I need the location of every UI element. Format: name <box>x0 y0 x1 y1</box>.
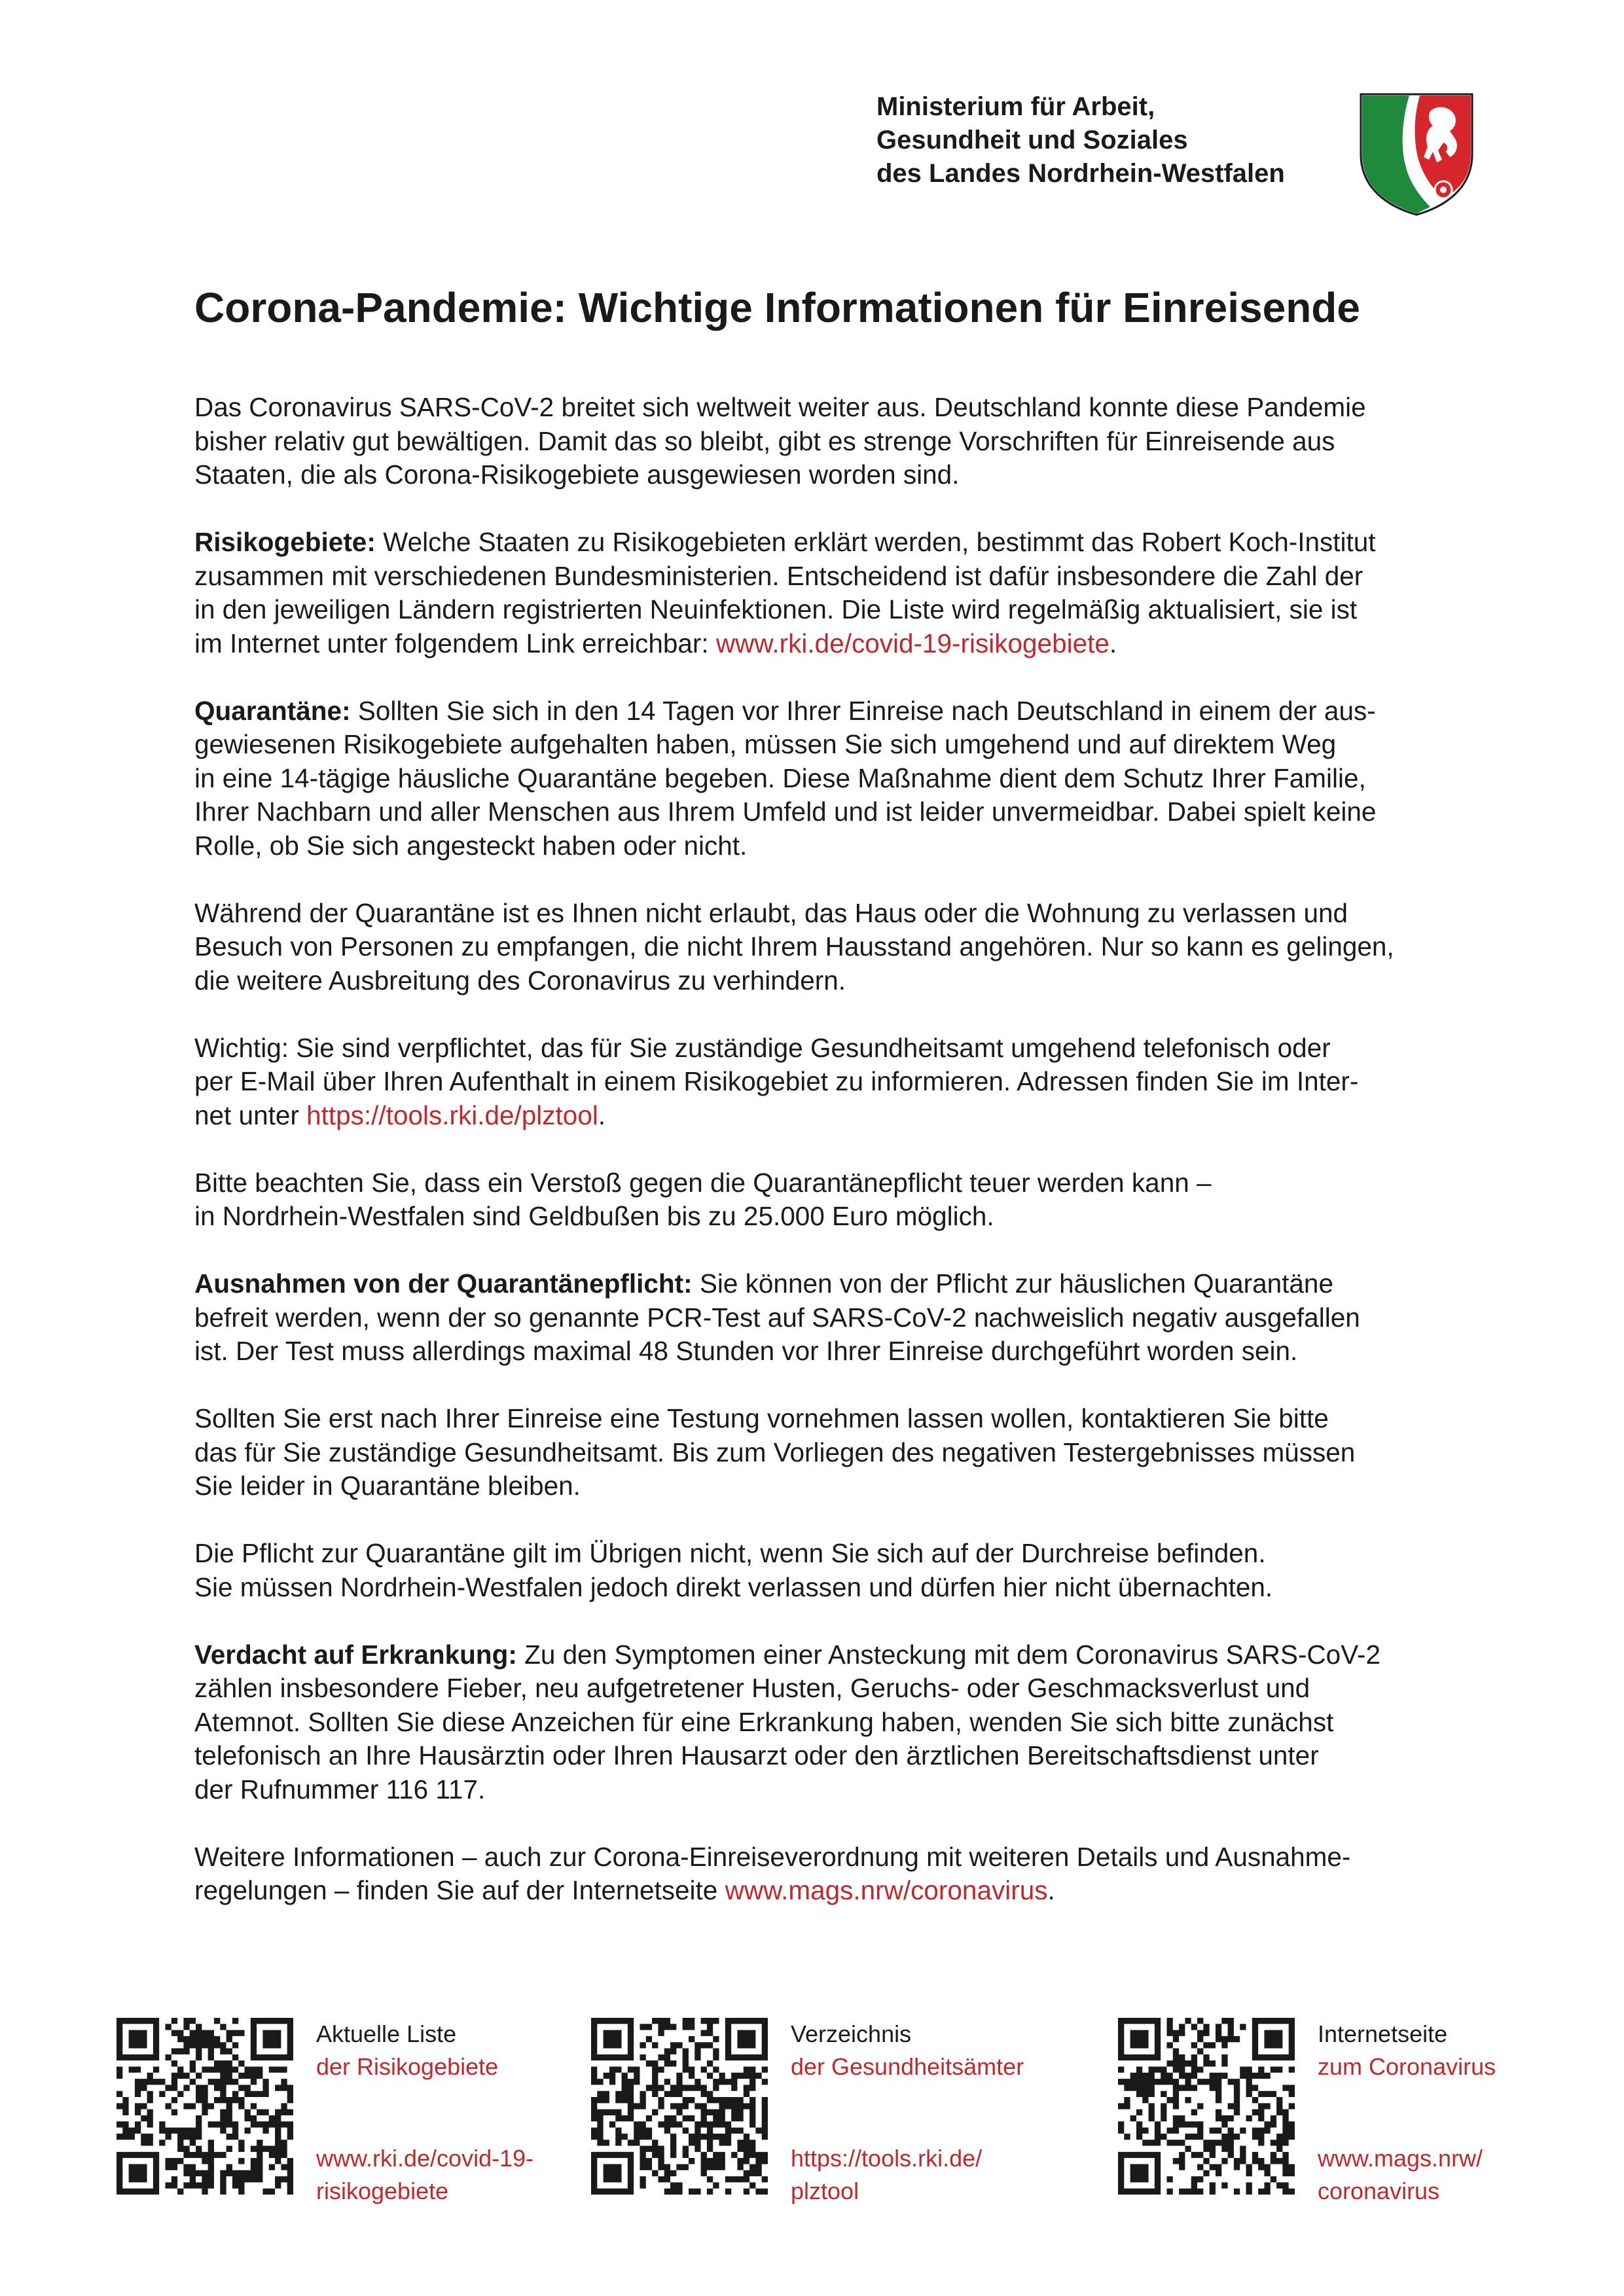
qr-title: Internetseite <box>1318 2020 1448 2047</box>
text-line: bisher relativ gut bewältigen. Damit das so bleibt, gibt es strenge Vorschriften für Einreisende aus <box>194 425 1335 456</box>
text-line: zählen insbesondere Fieber, neu aufgetretener Husten, Geruchs- oder Geschmacksverlust und <box>194 1673 1310 1703</box>
text-run: . <box>1109 628 1117 658</box>
risk-areas-paragraph <box>194 526 1497 660</box>
text-line: Sie leider in Quarantäne bleiben. <box>194 1471 581 1501</box>
qr-code-icon[interactable] <box>117 2018 293 2195</box>
important-paragraph <box>194 1031 1497 1133</box>
document-body <box>194 391 1497 1941</box>
qr-code-icon[interactable] <box>591 2018 768 2195</box>
text-run: . <box>1047 1875 1055 1905</box>
qr-caption <box>791 2018 1066 2208</box>
text-run: Zu den Symptomen einer Ansteckung mit dem Coronavirus SARS-CoV-2 <box>516 1639 1380 1670</box>
text-run: im Internet unter folgendem Link erreichbar: <box>194 628 716 658</box>
text-line <box>194 1874 1497 1908</box>
ministry-line: Ministerium für Arbeit, <box>876 92 1155 121</box>
nrw-coat-of-arms-icon <box>1357 92 1476 216</box>
section-lead: Verdacht auf Erkrankung: <box>194 1639 517 1670</box>
intro-paragraph <box>194 391 1497 492</box>
text-run: Sie können von der Pflicht zur häuslichen Quarantäne <box>692 1268 1333 1299</box>
text-line: Weitere Informationen – auch zur Corona-Einreiseverordnung mit weiteren Details und Ausnahme- <box>194 1841 1351 1872</box>
qr-title: Verzeichnis <box>791 2020 912 2047</box>
text-line: ist. Der Test muss allerdings maximal 48 Stunden vor Ihrer Einreise durchgeführt worden sein. <box>194 1336 1298 1366</box>
text-line: Staaten, die als Corona-Risikogebiete ausgewiesen worden sind. <box>194 459 960 490</box>
text-line: Ihrer Nachbarn und aller Menschen aus Ihrem Umfeld und ist leider unvermeidbar. Dabei spielt keine <box>194 797 1377 827</box>
more-info-paragraph <box>194 1840 1497 1908</box>
ministry-name <box>876 90 1322 190</box>
section-lead: Risikogebiete: <box>194 527 376 557</box>
section-lead: Quarantäne: <box>194 695 351 726</box>
text-line: Wichtig: Sie sind verpflichtet, das für Sie zuständige Gesundheitsamt umgehend telefonisch oder <box>194 1032 1331 1063</box>
text-run: regelungen – finden Sie auf der Internetseite <box>194 1875 725 1905</box>
text-line <box>194 694 1497 728</box>
text-line: Besuch von Personen zu empfangen, die nicht Ihrem Hausstand angehören. Nur so kann es gelingen, <box>194 931 1394 961</box>
text-line <box>194 1099 1497 1133</box>
text-line <box>194 627 1497 661</box>
qr-subtitle: der Gesundheitsämter <box>791 2053 1024 2080</box>
section-lead: Ausnahmen von der Quarantänepflicht: <box>194 1268 693 1299</box>
text-line: befreit werden, wenn der so genannte PCR-Test auf SARS-CoV-2 nachweislich negativ ausgefallen <box>194 1302 1360 1333</box>
qr-caption <box>1318 2018 1593 2208</box>
testing-paragraph <box>194 1402 1497 1503</box>
qr-code-icon[interactable] <box>1118 2018 1295 2195</box>
text-line: zusammen mit verschiedenen Bundesministerien. Entscheidend ist dafür insbesondere die Zahl der <box>194 560 1363 591</box>
ministry-line: des Landes Nordrhein-Westfalen <box>876 159 1285 188</box>
rki-risk-areas-link[interactable]: www.rki.de/covid-19-risikogebiete <box>715 628 1110 658</box>
qr-url[interactable]: https://tools.rki.de/ <box>791 2145 983 2172</box>
text-line: in den jeweiligen Ländern registrierten Neuinfektionen. Die Liste wird regelmäßig aktualisiert, sie ist <box>194 594 1358 624</box>
qr-subtitle: zum Coronavirus <box>1318 2053 1496 2080</box>
text-run: . <box>598 1100 606 1130</box>
text-run: Sollten Sie sich in den 14 Tagen vor Ihrer Einreise nach Deutschland in einem der aus- <box>350 695 1376 726</box>
suspicion-paragraph <box>194 1638 1497 1807</box>
text-line: Rolle, ob Sie sich angesteckt haben oder nicht. <box>194 830 748 861</box>
text-line: der Rufnummer 116 117. <box>194 1774 486 1804</box>
text-line: telefonisch an Ihre Hausärztin oder Ihren Hausarzt oder den ärztlichen Bereitschaftsdienst unter <box>194 1740 1319 1770</box>
quarantine-paragraph <box>194 694 1497 863</box>
qr-subtitle: der Risikogebiete <box>316 2053 499 2080</box>
text-line: Während der Quarantäne ist es Ihnen nicht erlaubt, das Haus oder die Wohnung zu verlassen und <box>194 897 1348 928</box>
text-line: das für Sie zuständige Gesundheitsamt. Bis zum Vorliegen des negativen Testergebnisses müssen <box>194 1437 1356 1467</box>
text-line: die weitere Ausbreitung des Coronavirus zu verhindern. <box>194 965 846 996</box>
text-line <box>194 1267 1497 1301</box>
text-line <box>194 1638 1497 1672</box>
page-title: Corona-Pandemie: Wichtige Informationen für Einreisende <box>194 284 1360 331</box>
text-run: Welche Staaten zu Risikogebieten erklärt werden, bestimmt das Robert Koch-Institut <box>375 527 1376 557</box>
qr-title: Aktuelle Liste <box>316 2020 457 2047</box>
text-line: gewiesenen Risikogebiete aufgehalten haben, müssen Sie sich umgehend und auf direktem Weg <box>194 729 1337 759</box>
text-run: net unter <box>194 1100 307 1130</box>
text-line: in Nordrhein-Westfalen sind Geldbußen bis zu 25.000 Euro möglich. <box>194 1201 994 1231</box>
qr-url[interactable]: plztool <box>791 2178 859 2204</box>
plztool-link[interactable]: https://tools.rki.de/plztool <box>306 1100 598 1130</box>
qr-url[interactable]: www.rki.de/covid-19- <box>316 2145 534 2172</box>
ministry-line: Gesundheit und Soziales <box>876 126 1188 154</box>
qr-url[interactable]: risikogebiete <box>316 2178 449 2204</box>
qr-caption <box>316 2018 591 2208</box>
transit-paragraph <box>194 1537 1497 1604</box>
text-line: Die Pflicht zur Quarantäne gilt im Übrigen nicht, wenn Sie sich auf der Durchreise befinden. <box>194 1538 1266 1568</box>
text-line: Sie müssen Nordrhein-Westfalen jedoch direkt verlassen und dürfen hier nicht übernachten. <box>194 1571 1273 1602</box>
fine-paragraph <box>194 1166 1497 1234</box>
text-line: in eine 14-tägige häusliche Quarantäne begeben. Diese Maßnahme dient dem Schutz Ihrer Familie, <box>194 762 1366 793</box>
exceptions-paragraph <box>194 1267 1497 1369</box>
text-line: Sollten Sie erst nach Ihrer Einreise eine Testung vornehmen lassen wollen, kontaktieren Sie bitte <box>194 1403 1329 1433</box>
during-quarantine-paragraph <box>194 897 1497 998</box>
qr-url[interactable]: www.mags.nrw/ <box>1318 2145 1483 2172</box>
qr-url[interactable]: coronavirus <box>1318 2178 1440 2204</box>
text-line: Bitte beachten Sie, dass ein Verstoß gegen die Quarantänepflicht teuer werden kann – <box>194 1167 1212 1198</box>
text-line: Atemnot. Sollten Sie diese Anzeichen für eine Erkrankung haben, wenden Sie sich bitte zunächst <box>194 1706 1334 1737</box>
text-line: per E-Mail über Ihren Aufenthalt in einem Risikogebiet zu informieren. Adressen finden Sie im Inter- <box>194 1066 1359 1096</box>
text-line: Das Coronavirus SARS-CoV-2 breitet sich weltweit weiter aus. Deutschland konnte diese Pandemie <box>194 392 1366 422</box>
text-line <box>194 526 1497 560</box>
mags-coronavirus-link[interactable]: www.mags.nrw/coronavirus <box>725 1875 1048 1905</box>
